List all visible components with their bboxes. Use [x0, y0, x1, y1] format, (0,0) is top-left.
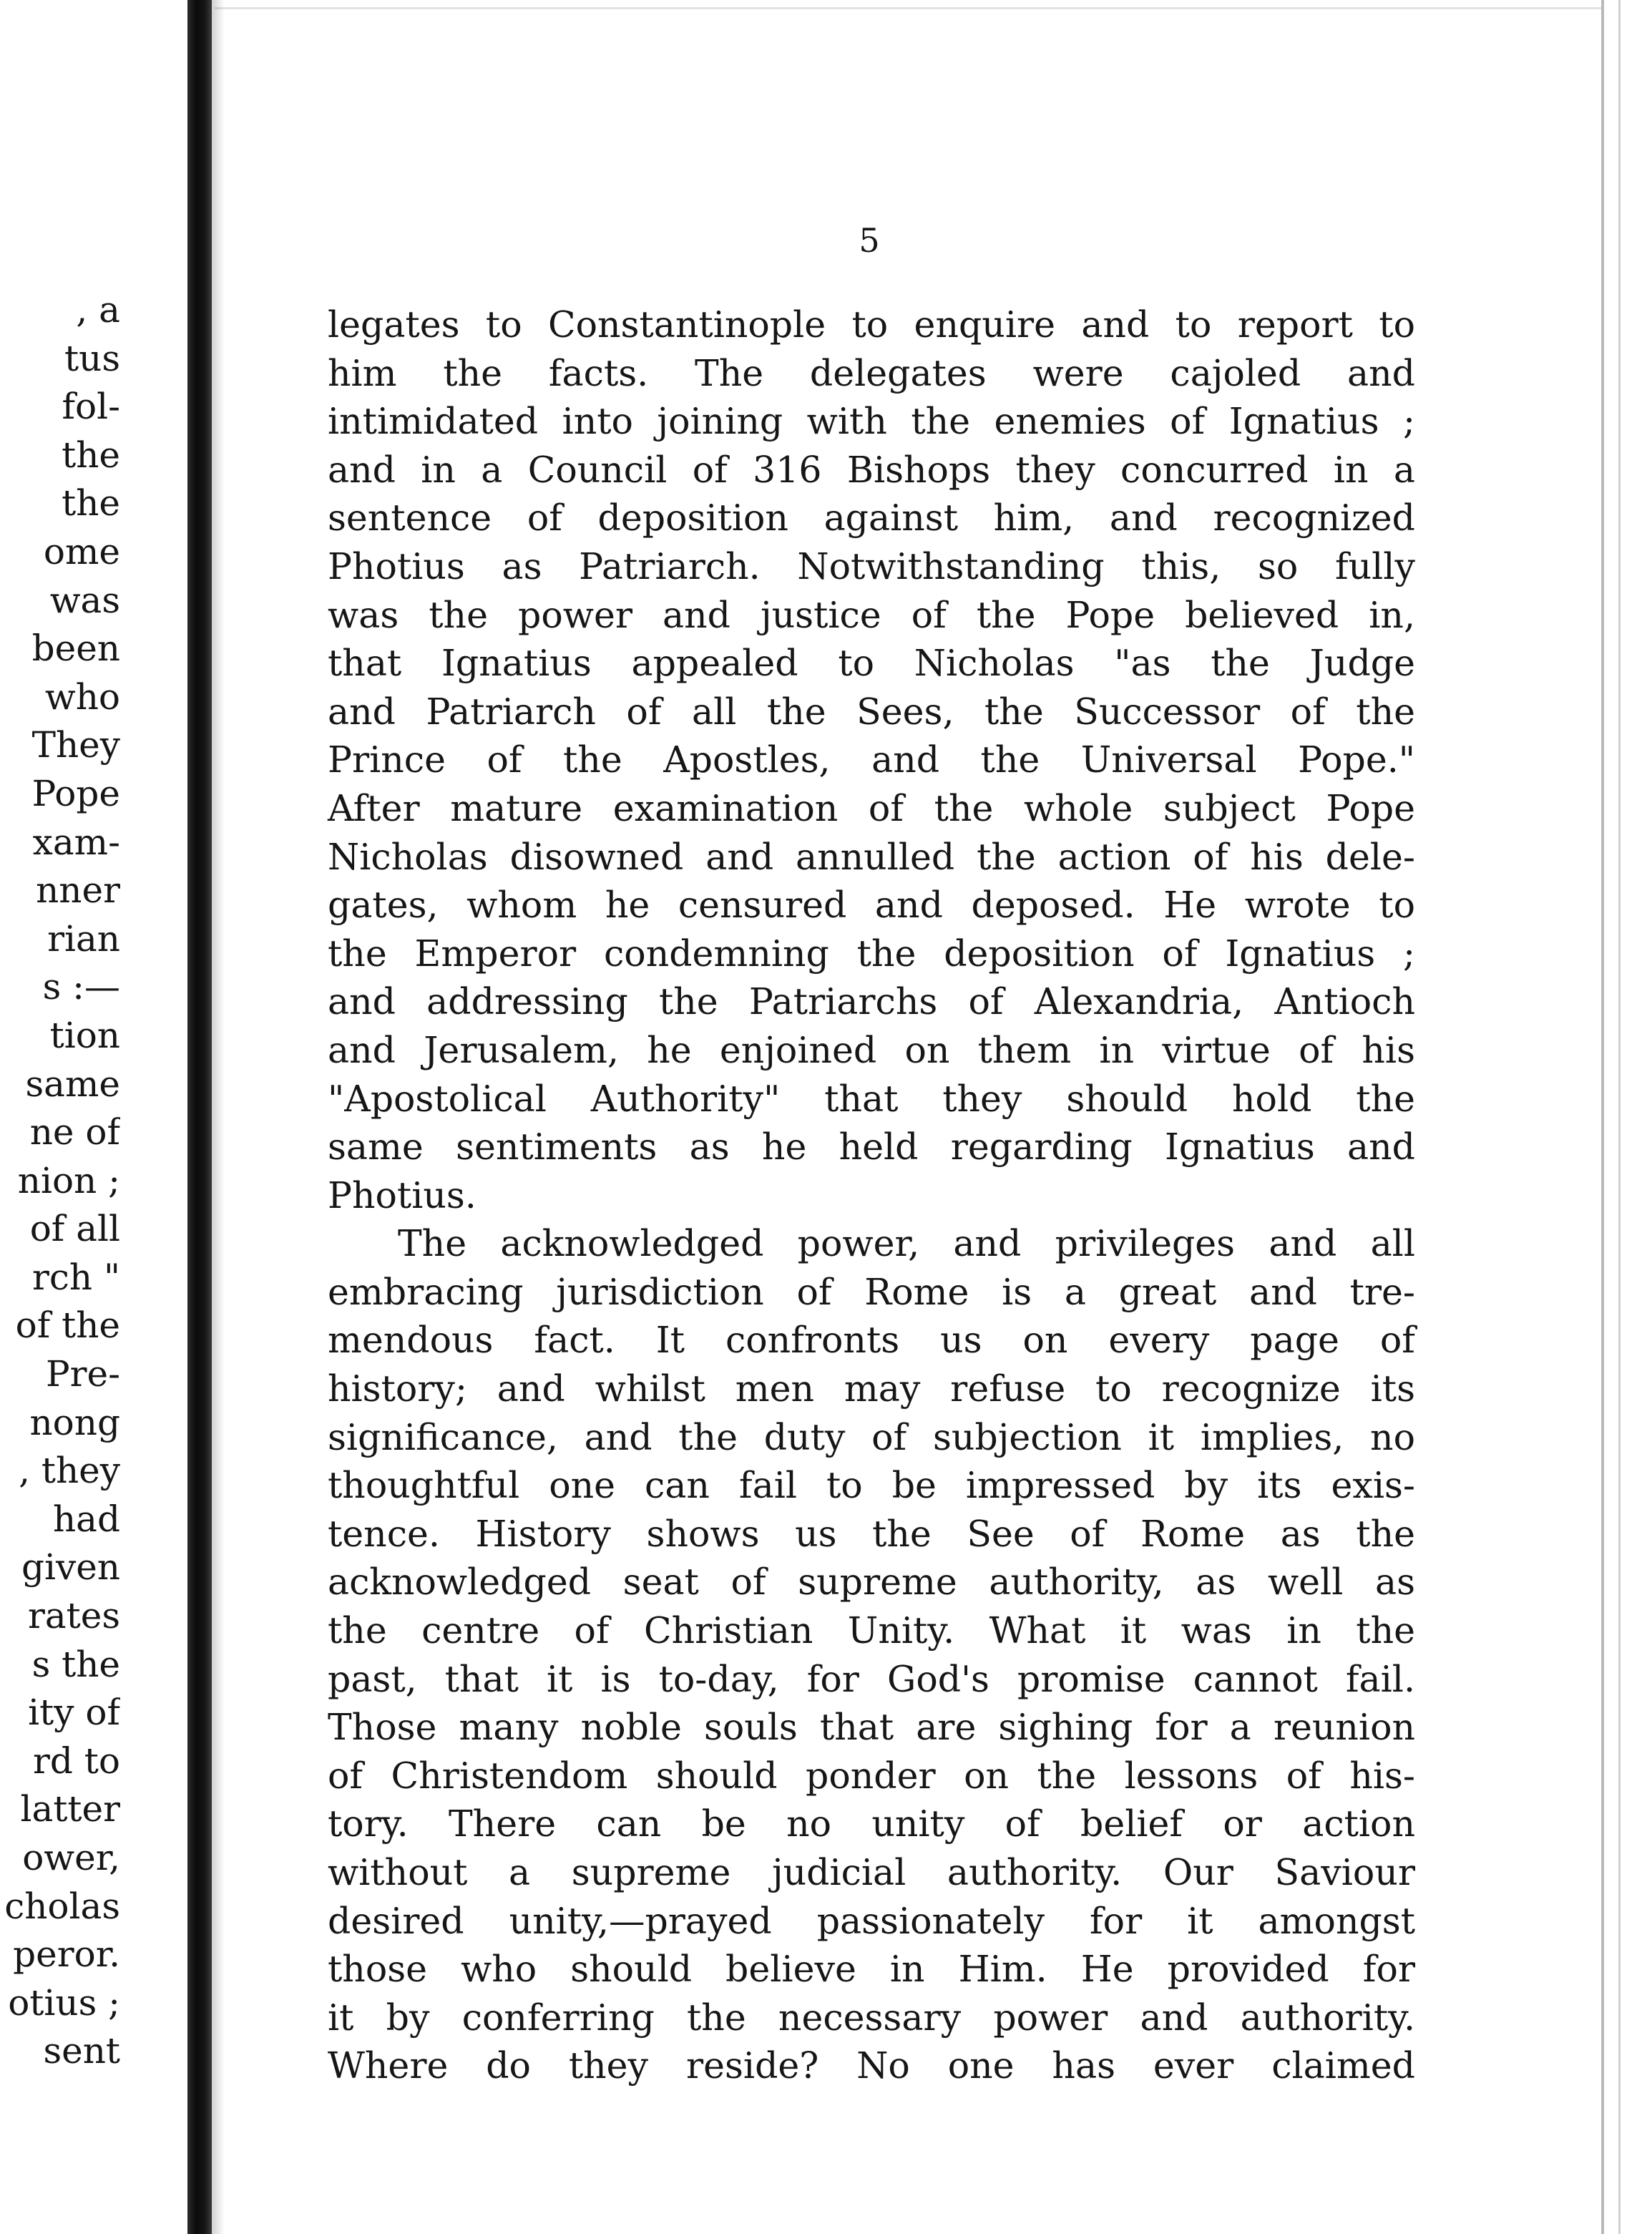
fragment-line: been [31, 628, 120, 670]
fragment-line: ity of [28, 1692, 120, 1734]
fragment-line: latter [20, 1788, 120, 1830]
fragment-line: given [21, 1546, 120, 1589]
text-line: sentence of deposition against him, and recognized [328, 497, 1415, 540]
fragment-line: who [44, 675, 120, 718]
text-line: and addressing the Patriarchs of Alexandria, Antioch [328, 980, 1415, 1023]
page-top-edge [215, 7, 1603, 9]
text-line: tence. History shows us the See of Rome as the [328, 1512, 1415, 1555]
fragment-line: ower, [22, 1837, 120, 1878]
fragment-line: tion [49, 1014, 120, 1056]
fragment-line: cholas [4, 1885, 120, 1927]
text-line: tory. There can be no unity of belief or action [328, 1803, 1415, 1845]
text-line: "Apostolical Authority" that they should hold the [328, 1077, 1415, 1120]
text-line: gates, whom he censured and deposed. He wrote to [328, 884, 1415, 927]
fragment-line: peror. [13, 1933, 120, 1976]
fragment-line: , a [76, 289, 120, 331]
text-line: without a supreme judicial authority. Our Saviour [328, 1851, 1415, 1893]
fragment-line: s :— [42, 966, 120, 1008]
fragment-line: They [31, 724, 120, 766]
text-line: same sentiments as he held regarding Ignatius and [328, 1126, 1415, 1169]
text-line: Photius. [328, 1174, 476, 1216]
fragment-line: fol- [62, 386, 120, 428]
text-line: of Christendom should ponder on the lessons of his- [328, 1754, 1415, 1797]
text-line: him the facts. The delegates were cajoled and [328, 351, 1415, 394]
fragment-line: nion ; [17, 1159, 120, 1201]
text-line: thoughtful one can fail to be impressed by its exis- [328, 1464, 1415, 1507]
text-line: that Ignatius appealed to Nicholas "as the Judge [328, 642, 1415, 685]
fragment-line: rch " [32, 1256, 120, 1298]
fragment-line: , they [19, 1450, 120, 1492]
fragment-line: same [25, 1063, 120, 1105]
fragment-line: Pope [31, 772, 120, 814]
text-line: embracing jurisdiction of Rome is a great and tre- [328, 1270, 1415, 1313]
fragment-line: otius ; [8, 1981, 120, 2024]
text-line: and in a Council of 316 Bishops they concurred in a [328, 448, 1415, 491]
text-line: Photius as Patriarch. Notwithstanding this, so fully [328, 545, 1415, 587]
binding-gutter [187, 0, 212, 2234]
paragraph [328, 301, 1415, 1219]
text-line: Nicholas disowned and annulled the action of his dele- [328, 835, 1415, 878]
text-line: The acknowledged power, and privileges and all [398, 1222, 1415, 1265]
fragment-line: ne of [29, 1111, 120, 1153]
page-edge [1601, 0, 1604, 2234]
text-line: mendous fact. It confronts us on every page of [328, 1319, 1415, 1362]
fragment-line: Pre- [45, 1353, 120, 1395]
fragment-line: tus [64, 337, 120, 379]
text-line: and Patriarch of all the Sees, the Successor of the [328, 690, 1415, 733]
text-line: significance, and the duty of subjection it implies, no [328, 1415, 1415, 1458]
fragment-line: nong [29, 1401, 120, 1443]
gutter-shadow [212, 0, 225, 2234]
fragment-line: s the [31, 1643, 120, 1685]
fragment-line: of the [15, 1304, 120, 1347]
fragment-line: the [62, 482, 120, 525]
text-line: Where do they reside? No one has ever claimed [328, 2044, 1415, 2087]
text-line: and Jerusalem, he enjoined on them in virtue of his [328, 1028, 1415, 1071]
fragment-line: nner [36, 869, 120, 912]
text-line: intimidated into joining with the enemies of Ignatius ; [328, 400, 1415, 443]
text-line: Those many noble souls that are sighing for a reunion [328, 1706, 1415, 1749]
fragment-line: xam- [32, 821, 120, 863]
fragment-line: rian [47, 917, 120, 960]
text-line: acknowledged seat of supreme authority, as well as [328, 1561, 1415, 1604]
fragment-line: ome [43, 530, 120, 572]
fragment-line: had [52, 1498, 120, 1540]
page-edge-inner [1618, 0, 1621, 2234]
fragment-line: of all [29, 1208, 120, 1250]
text-line: Prince of the Apostles, and the Universal Pope." [328, 738, 1415, 781]
text-line: those who should believe in Him. He provided for [328, 1948, 1415, 1991]
paragraph [328, 1219, 1415, 2090]
body-text [328, 301, 1415, 2090]
text-line: desired unity,—prayed passionately for it amongst [328, 1899, 1415, 1942]
text-line: it by conferring the necessary power and authority. [328, 1996, 1415, 2039]
text-line: past, that it is to-day, for God's promise cannot fail. [328, 1657, 1415, 1700]
text-line: legates to Constantinople to enquire and to report to [328, 303, 1415, 346]
text-line: was the power and justice of the Pope believed in, [328, 593, 1415, 636]
fragment-line: rates [27, 1595, 120, 1637]
facing-page-fragment [0, 286, 120, 2076]
text-line: the centre of Christian Unity. What it was in the [328, 1609, 1415, 1652]
text-line: history; and whilst men may refuse to recognize its [328, 1367, 1415, 1410]
text-line: After mature examination of the whole subject Pope [328, 786, 1415, 829]
text-line: the Emperor condemning the deposition of Ignatius ; [328, 932, 1415, 975]
page-number: 5 [859, 221, 880, 260]
fragment-line: was [49, 579, 120, 621]
fragment-line: sent [43, 2030, 120, 2072]
fragment-line: rd to [33, 1740, 120, 1782]
fragment-line: the [62, 434, 120, 476]
